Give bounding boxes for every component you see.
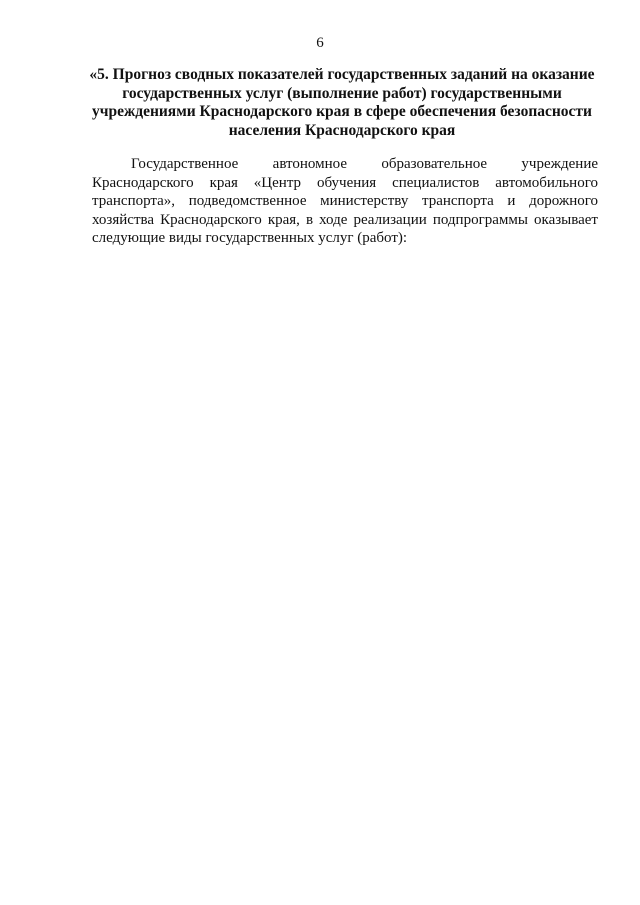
page-number: 6 (316, 35, 324, 51)
paragraph-line: Государственное автономное образовательное учреждение (131, 156, 598, 172)
section-heading (88, 66, 596, 140)
heading-line: населения Краснодарского края (228, 121, 456, 139)
heading-line: государственных услуг (выполнение работ) государственными (122, 84, 562, 102)
heading-line: «5. Прогноз сводных показателей государственных заданий на оказание (89, 66, 595, 83)
paragraph-line: Краснодарского края «Центр обучения специалистов автомобильного (92, 174, 598, 191)
paragraph-line: хозяйства Краснодарского края, в ходе реализации подпрограммы оказывает (92, 211, 598, 228)
paragraph-line: транспорта», подведомственное министерству транспорта и дорожного (92, 193, 598, 209)
paragraph-line: следующие виды государственных услуг (работ): (92, 230, 408, 246)
heading-line: учреждениями Краснодарского края в сфере обеспечения безопасности (92, 103, 592, 120)
body-paragraph (92, 155, 598, 248)
